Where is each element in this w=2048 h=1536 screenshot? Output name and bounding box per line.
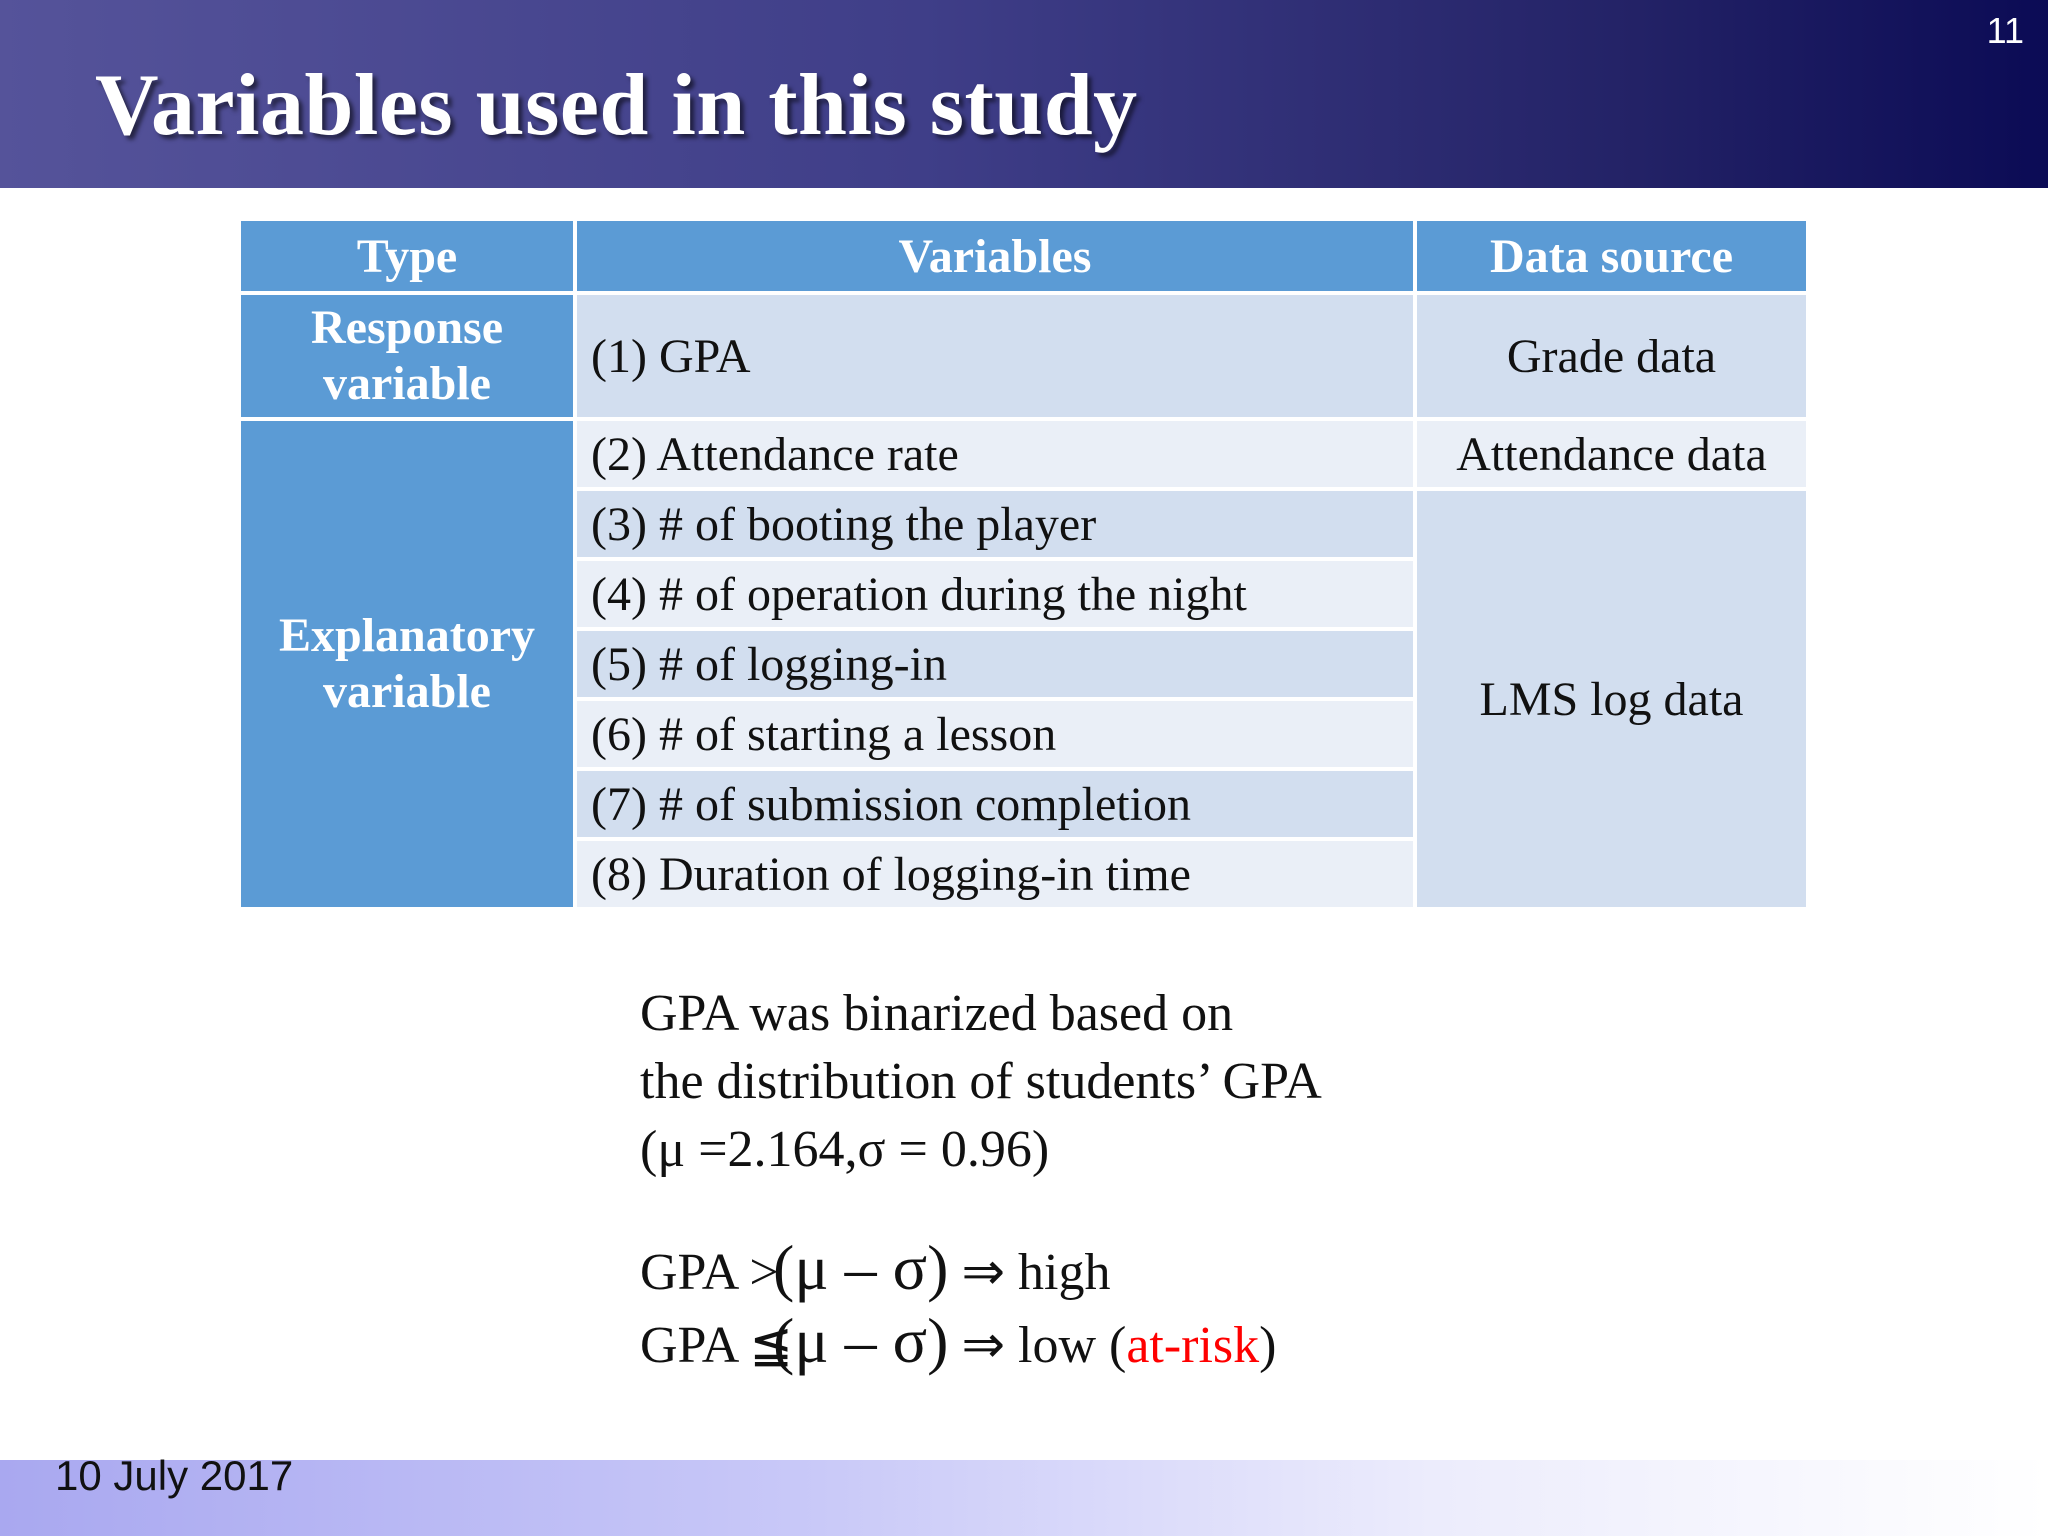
rule-low-result-suffix: ) [1259,1317,1277,1374]
variable-cell: (3) # of booting the player [577,491,1413,557]
table-row [241,421,1806,487]
table-header-row [241,221,1806,291]
header-type: Type [241,221,573,291]
slide-title: Variables used in this study [95,57,1138,154]
source-cell-lms: LMS log data [1417,491,1806,907]
variable-cell: (2) Attendance rate [577,421,1413,487]
slide-number: 11 [1986,10,2024,51]
variable-cell: (6) # of starting a lesson [577,701,1413,767]
header-data-source: Data source [1417,221,1806,291]
rule-high-result: ⇒ high [961,1244,1111,1301]
rule-high-expression: (μ – σ) [773,1232,949,1303]
variable-cell: (4) # of operation during the night [577,561,1413,627]
type-response-cell [241,295,573,417]
variable-cell: (8) Duration of logging-in time [577,841,1413,907]
at-risk-label: at-risk [1126,1317,1260,1374]
rule-high [640,1234,1322,1307]
type-response-line1: Response [310,301,504,354]
source-cell: Grade data [1417,295,1806,417]
note-line-3: (μ =2.164,σ = 0.96) [640,1121,1050,1178]
variables-table [237,217,1810,911]
rule-low [640,1307,1322,1380]
type-response-line2: variable [323,357,491,410]
header-variables: Variables [577,221,1413,291]
variable-cell: (7) # of submission completion [577,771,1413,837]
rule-high-condition: GPA > [640,1244,779,1301]
source-cell: Attendance data [1417,421,1806,487]
rule-low-result-prefix: ⇒ low ( [961,1317,1127,1374]
type-explanatory-line2: variable [323,665,491,718]
note-line-1: GPA was binarized based on [640,985,1234,1042]
gpa-binarization-note [640,980,1322,1380]
variable-cell: (5) # of logging-in [577,631,1413,697]
slide-date: 10 July 2017 [55,1452,294,1499]
variable-cell: (1) GPA [577,295,1413,417]
table-row [241,295,1806,417]
rule-low-expression: (μ – σ) [773,1305,949,1376]
footer-bar [0,1460,2048,1536]
type-explanatory-cell [241,421,573,907]
type-explanatory-line1: Explanatory [278,609,536,662]
note-line-2: the distribution of students’ GPA [640,1053,1322,1110]
rule-low-condition: GPA ≦ [640,1317,793,1374]
title-bar [0,0,2048,188]
